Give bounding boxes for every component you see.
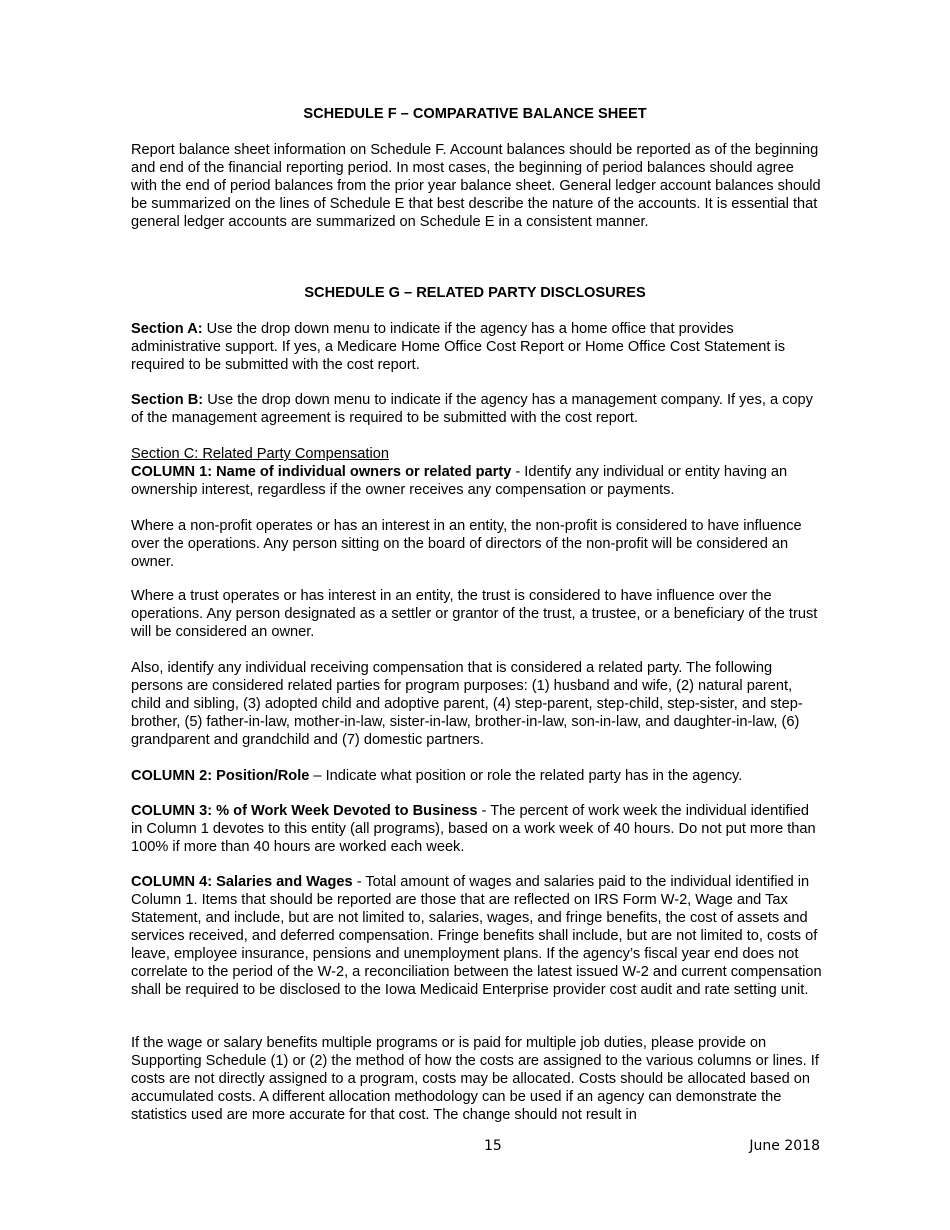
column-4-text: - Total amount of wages and salaries paid to the individual identified in Column 1. Items that should be reported are those that are reflected on IRS Form W-2, Wage and Tax Statement, and include, but are not limited to, salaries, wages, and fringe benefits, the cost of assets and services received, and deferred compensation. Fringe benefits shall include, but are not limited to, costs of leave, employee insurance, pensions and unemployment plans. If the agency’s fiscal year end does not correlate to the period of the W-2, a reconciliation between the latest issued W-2 and current compensation shall be required to be disclosed to the Iowa Medicaid Enterprise provider cost audit and rate setting unit. bbox=[131, 874, 822, 998]
section-b-paragraph bbox=[131, 391, 823, 427]
column-3-label: COLUMN 3: % of Work Week Devoted to Business bbox=[131, 803, 478, 819]
column-4-label: COLUMN 4: Salaries and Wages bbox=[131, 874, 353, 890]
schedule-f-heading: SCHEDULE F – COMPARATIVE BALANCE SHEET bbox=[303, 106, 647, 122]
column-1-text: - Identify any individual or entity having an ownership interest, regardless if the owner receives any compensation or payments. bbox=[131, 464, 788, 498]
trust-paragraph: Where a trust operates or has interest in an entity, the trust is considered to have influence over the operations. Any person designated as a settler or grantor of the trust, a trustee, or a beneficiary of the trust will be considered an owner. bbox=[131, 588, 818, 640]
column-2-text: – Indicate what position or role the related party has in the agency. bbox=[309, 768, 743, 784]
column-2-label: COLUMN 2: Position/Role bbox=[131, 768, 310, 784]
schedule-f-body: Report balance sheet information on Schedule F. Account balances should be reported as of the beginning and end of the financial reporting period. In most cases, the beginning of period balances should agree with the end of period balances from the prior year balance sheet. General ledger account balances should be summarized on the lines of Schedule E that best describe the nature of the accounts. It is essential that general ledger accounts are summarized on Schedule E in a consistent manner. bbox=[131, 142, 821, 230]
section-a-label: Section A: bbox=[131, 321, 203, 337]
column-2-paragraph bbox=[131, 767, 823, 785]
section-a-text: Use the drop down menu to indicate if the agency has a home office that provides administrative support. If yes, a Medicare Home Office Cost Report or Home Office Cost Statement is required to be submitted with the cost report. bbox=[131, 321, 786, 373]
column-3-text: - The percent of work week the individual identified in Column 1 devotes to this entity (all programs), based on a work week of 40 hours. Do not put more than 100% if more than 40 hours are worked each week. bbox=[131, 803, 816, 855]
footer-date: June 2018 bbox=[749, 1138, 820, 1154]
allocation-paragraph: If the wage or salary benefits multiple programs or is paid for multiple job duties, please provide on Supporting Schedule (1) or (2) the method of how the costs are assigned to the various columns or lines. If costs are not directly assigned to a program, costs may be allocated. Costs should be allocated based on accumulated costs. A different allocation methodology can be used if an agency can demonstrate the statistics used are more accurate for that cost. The change should not result in bbox=[131, 1035, 819, 1123]
schedule-g-heading: SCHEDULE G – RELATED PARTY DISCLOSURES bbox=[304, 285, 646, 301]
section-b-text: Use the drop down menu to indicate if the agency has a management company. If yes, a copy of the management agreement is required to be submitted with the cost report. bbox=[131, 392, 813, 426]
column-1-paragraph bbox=[131, 463, 823, 499]
related-parties-paragraph: Also, identify any individual receiving compensation that is considered a related party. The following persons are considered related parties for program purposes: (1) husband and wife, (2) natural parent, child and sibling, (3) adopted child and adoptive parent, (4) step-parent, step-child, step-sister, and step-brother, (5) father-in-law, mother-in-law, sister-in-law, brother-in-law, son-in-law, and daughter-in-law, (6) grandparent and grandchild and (7) domestic partners. bbox=[131, 660, 803, 748]
nonprofit-paragraph: Where a non-profit operates or has an interest in an entity, the non-profit is considered to have influence over the operations. Any person sitting on the board of directors of the non-profit will be considered an owner. bbox=[131, 518, 802, 570]
section-a-paragraph bbox=[131, 320, 823, 374]
section-b-label: Section B: bbox=[131, 392, 204, 408]
section-c-title: Section C: Related Party Compensation bbox=[131, 446, 389, 462]
column-4-paragraph bbox=[131, 873, 823, 999]
page-number: 15 bbox=[484, 1138, 502, 1154]
column-3-paragraph bbox=[131, 802, 823, 856]
column-1-label: COLUMN 1: Name of individual owners or related party bbox=[131, 464, 512, 480]
